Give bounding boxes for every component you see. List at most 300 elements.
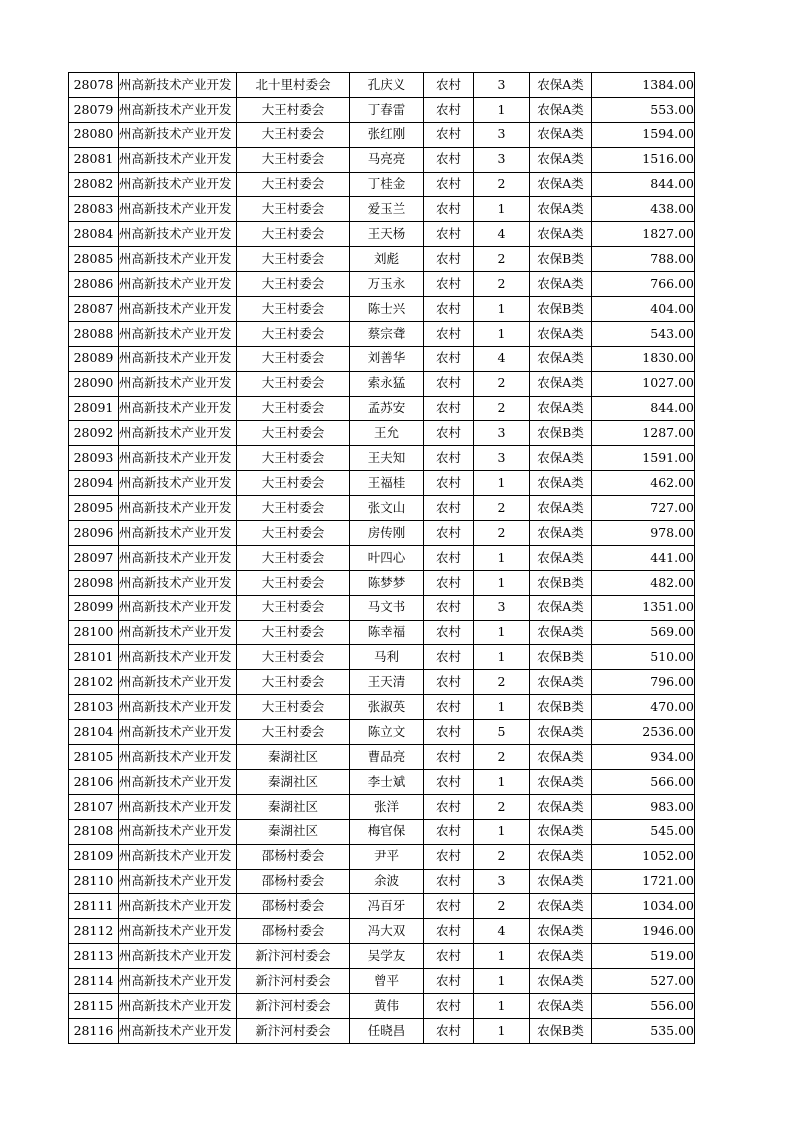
amount-cell: 1351.00: [592, 595, 695, 620]
amount-cell: 1287.00: [592, 421, 695, 446]
name-cell: 万玉永: [350, 272, 424, 297]
department-cell: 州高新技术产业开发: [119, 371, 237, 396]
area-type-cell: 农村: [424, 769, 474, 794]
row-id-cell: 28110: [69, 869, 119, 894]
area-type-cell: 农村: [424, 521, 474, 546]
table-row: [69, 894, 695, 919]
table-row: [69, 993, 695, 1018]
table-row: [69, 471, 695, 496]
category-cell: 农保A类: [530, 73, 592, 98]
row-id-cell: 28107: [69, 794, 119, 819]
amount-cell: 545.00: [592, 819, 695, 844]
table-row: [69, 1018, 695, 1043]
area-type-cell: 农村: [424, 894, 474, 919]
household-count-cell: 1: [474, 545, 530, 570]
name-cell: 曾平: [350, 969, 424, 994]
area-type-cell: 农村: [424, 670, 474, 695]
table-row: [69, 745, 695, 770]
row-id-cell: 28102: [69, 670, 119, 695]
category-cell: 农保A类: [530, 620, 592, 645]
area-type-cell: 农村: [424, 147, 474, 172]
area-type-cell: 农村: [424, 446, 474, 471]
category-cell: 农保A类: [530, 147, 592, 172]
area-type-cell: 农村: [424, 993, 474, 1018]
table-row: [69, 720, 695, 745]
row-id-cell: 28078: [69, 73, 119, 98]
amount-cell: 983.00: [592, 794, 695, 819]
name-cell: 爱玉兰: [350, 197, 424, 222]
name-cell: 叶四心: [350, 545, 424, 570]
table-row: [69, 769, 695, 794]
table-row: [69, 819, 695, 844]
household-count-cell: 3: [474, 147, 530, 172]
household-count-cell: 1: [474, 944, 530, 969]
area-type-cell: 农村: [424, 396, 474, 421]
amount-cell: 1594.00: [592, 122, 695, 147]
village-cell: 邵杨村委会: [237, 919, 350, 944]
department-cell: 州高新技术产业开发: [119, 396, 237, 421]
area-type-cell: 农村: [424, 545, 474, 570]
category-cell: 农保A类: [530, 172, 592, 197]
area-type-cell: 农村: [424, 720, 474, 745]
department-cell: 州高新技术产业开发: [119, 73, 237, 98]
household-count-cell: 1: [474, 471, 530, 496]
row-id-cell: 28092: [69, 421, 119, 446]
table-row: [69, 73, 695, 98]
area-type-cell: 农村: [424, 944, 474, 969]
household-count-cell: 4: [474, 346, 530, 371]
amount-cell: 1384.00: [592, 73, 695, 98]
category-cell: 农保A类: [530, 993, 592, 1018]
amount-cell: 441.00: [592, 545, 695, 570]
department-cell: 州高新技术产业开发: [119, 247, 237, 272]
row-id-cell: 28080: [69, 122, 119, 147]
name-cell: 房传刚: [350, 521, 424, 546]
village-cell: 大王村委会: [237, 670, 350, 695]
category-cell: 农保A类: [530, 745, 592, 770]
household-count-cell: 3: [474, 122, 530, 147]
department-cell: 州高新技术产业开发: [119, 844, 237, 869]
area-type-cell: 农村: [424, 919, 474, 944]
amount-cell: 934.00: [592, 745, 695, 770]
table-row: [69, 247, 695, 272]
village-cell: 新汴河村委会: [237, 993, 350, 1018]
household-count-cell: 1: [474, 570, 530, 595]
name-cell: 余波: [350, 869, 424, 894]
village-cell: 大王村委会: [237, 645, 350, 670]
name-cell: 索永猛: [350, 371, 424, 396]
household-count-cell: 1: [474, 197, 530, 222]
row-id-cell: 28084: [69, 222, 119, 247]
row-id-cell: 28090: [69, 371, 119, 396]
department-cell: 州高新技术产业开发: [119, 321, 237, 346]
village-cell: 大王村委会: [237, 720, 350, 745]
village-cell: 大王村委会: [237, 272, 350, 297]
amount-cell: 438.00: [592, 197, 695, 222]
area-type-cell: 农村: [424, 346, 474, 371]
department-cell: 州高新技术产业开发: [119, 695, 237, 720]
department-cell: 州高新技术产业开发: [119, 222, 237, 247]
category-cell: 农保A类: [530, 545, 592, 570]
amount-cell: 2536.00: [592, 720, 695, 745]
row-id-cell: 28104: [69, 720, 119, 745]
area-type-cell: 农村: [424, 645, 474, 670]
table-row: [69, 172, 695, 197]
category-cell: 农保A类: [530, 122, 592, 147]
row-id-cell: 28094: [69, 471, 119, 496]
village-cell: 秦湖社区: [237, 745, 350, 770]
household-count-cell: 1: [474, 645, 530, 670]
department-cell: 州高新技术产业开发: [119, 97, 237, 122]
amount-cell: 978.00: [592, 521, 695, 546]
row-id-cell: 28093: [69, 446, 119, 471]
household-count-cell: 5: [474, 720, 530, 745]
amount-cell: 1052.00: [592, 844, 695, 869]
table-row: [69, 297, 695, 322]
department-cell: 州高新技术产业开发: [119, 620, 237, 645]
department-cell: 州高新技术产业开发: [119, 794, 237, 819]
amount-cell: 519.00: [592, 944, 695, 969]
village-cell: 邵杨村委会: [237, 844, 350, 869]
village-cell: 新汴河村委会: [237, 1018, 350, 1043]
department-cell: 州高新技术产业开发: [119, 446, 237, 471]
category-cell: 农保A类: [530, 894, 592, 919]
amount-cell: 1830.00: [592, 346, 695, 371]
category-cell: 农保A类: [530, 446, 592, 471]
table-row: [69, 197, 695, 222]
area-type-cell: 农村: [424, 371, 474, 396]
department-cell: 州高新技术产业开发: [119, 894, 237, 919]
village-cell: 大王村委会: [237, 197, 350, 222]
area-type-cell: 农村: [424, 272, 474, 297]
village-cell: 大王村委会: [237, 97, 350, 122]
area-type-cell: 农村: [424, 620, 474, 645]
amount-cell: 796.00: [592, 670, 695, 695]
department-cell: 州高新技术产业开发: [119, 570, 237, 595]
household-count-cell: 2: [474, 172, 530, 197]
table-row: [69, 545, 695, 570]
category-cell: 农保A类: [530, 272, 592, 297]
household-count-cell: 1: [474, 620, 530, 645]
household-count-cell: 2: [474, 844, 530, 869]
row-id-cell: 28100: [69, 620, 119, 645]
row-id-cell: 28079: [69, 97, 119, 122]
row-id-cell: 28091: [69, 396, 119, 421]
name-cell: 张文山: [350, 496, 424, 521]
row-id-cell: 28089: [69, 346, 119, 371]
village-cell: 大王村委会: [237, 595, 350, 620]
amount-cell: 527.00: [592, 969, 695, 994]
name-cell: 马文书: [350, 595, 424, 620]
table-row: [69, 695, 695, 720]
row-id-cell: 28083: [69, 197, 119, 222]
department-cell: 州高新技术产业开发: [119, 521, 237, 546]
village-cell: 大王村委会: [237, 172, 350, 197]
amount-cell: 844.00: [592, 396, 695, 421]
category-cell: 农保B类: [530, 247, 592, 272]
name-cell: 马利: [350, 645, 424, 670]
household-count-cell: 1: [474, 97, 530, 122]
category-cell: 农保A类: [530, 944, 592, 969]
amount-cell: 1516.00: [592, 147, 695, 172]
table-row: [69, 969, 695, 994]
village-cell: 大王村委会: [237, 471, 350, 496]
amount-cell: 535.00: [592, 1018, 695, 1043]
table-row: [69, 944, 695, 969]
village-cell: 秦湖社区: [237, 794, 350, 819]
category-cell: 农保A类: [530, 346, 592, 371]
amount-cell: 1827.00: [592, 222, 695, 247]
table-row: [69, 446, 695, 471]
category-cell: 农保A类: [530, 222, 592, 247]
name-cell: 梅官保: [350, 819, 424, 844]
category-cell: 农保A类: [530, 819, 592, 844]
category-cell: 农保B类: [530, 297, 592, 322]
village-cell: 新汴河村委会: [237, 944, 350, 969]
table-row: [69, 272, 695, 297]
village-cell: 大王村委会: [237, 297, 350, 322]
area-type-cell: 农村: [424, 73, 474, 98]
table-row: [69, 620, 695, 645]
household-count-cell: 1: [474, 321, 530, 346]
amount-cell: 1721.00: [592, 869, 695, 894]
category-cell: 农保A类: [530, 371, 592, 396]
area-type-cell: 农村: [424, 794, 474, 819]
category-cell: 农保A类: [530, 521, 592, 546]
amount-cell: 766.00: [592, 272, 695, 297]
table-row: [69, 844, 695, 869]
table-row: [69, 521, 695, 546]
household-count-cell: 2: [474, 396, 530, 421]
household-count-cell: 1: [474, 819, 530, 844]
name-cell: 王天杨: [350, 222, 424, 247]
household-count-cell: 4: [474, 919, 530, 944]
amount-cell: 462.00: [592, 471, 695, 496]
department-cell: 州高新技术产业开发: [119, 471, 237, 496]
village-cell: 大王村委会: [237, 122, 350, 147]
village-cell: 新汴河村委会: [237, 969, 350, 994]
household-count-cell: 3: [474, 595, 530, 620]
household-count-cell: 1: [474, 969, 530, 994]
table-row: [69, 147, 695, 172]
category-cell: 农保A类: [530, 969, 592, 994]
category-cell: 农保A类: [530, 595, 592, 620]
category-cell: 农保B类: [530, 1018, 592, 1043]
row-id-cell: 28108: [69, 819, 119, 844]
category-cell: 农保A类: [530, 769, 592, 794]
area-type-cell: 农村: [424, 695, 474, 720]
row-id-cell: 28106: [69, 769, 119, 794]
row-id-cell: 28111: [69, 894, 119, 919]
amount-cell: 404.00: [592, 297, 695, 322]
household-count-cell: 2: [474, 371, 530, 396]
village-cell: 大王村委会: [237, 147, 350, 172]
name-cell: 黄伟: [350, 993, 424, 1018]
name-cell: 冯大双: [350, 919, 424, 944]
table-row: [69, 794, 695, 819]
household-count-cell: 1: [474, 1018, 530, 1043]
amount-cell: 553.00: [592, 97, 695, 122]
category-cell: 农保B类: [530, 421, 592, 446]
row-id-cell: 28116: [69, 1018, 119, 1043]
row-id-cell: 28101: [69, 645, 119, 670]
department-cell: 州高新技术产业开发: [119, 297, 237, 322]
department-cell: 州高新技术产业开发: [119, 720, 237, 745]
village-cell: 大王村委会: [237, 446, 350, 471]
row-id-cell: 28088: [69, 321, 119, 346]
household-count-cell: 3: [474, 446, 530, 471]
amount-cell: 470.00: [592, 695, 695, 720]
table-row: [69, 396, 695, 421]
name-cell: 王福桂: [350, 471, 424, 496]
department-cell: 州高新技术产业开发: [119, 421, 237, 446]
table-row: [69, 570, 695, 595]
data-table: [68, 72, 695, 1044]
village-cell: 秦湖社区: [237, 819, 350, 844]
department-cell: 州高新技术产业开发: [119, 993, 237, 1018]
village-cell: 秦湖社区: [237, 769, 350, 794]
department-cell: 州高新技术产业开发: [119, 545, 237, 570]
department-cell: 州高新技术产业开发: [119, 745, 237, 770]
household-count-cell: 2: [474, 496, 530, 521]
table-row: [69, 670, 695, 695]
name-cell: 王允: [350, 421, 424, 446]
row-id-cell: 28113: [69, 944, 119, 969]
department-cell: 州高新技术产业开发: [119, 769, 237, 794]
table-row: [69, 321, 695, 346]
table-row: [69, 869, 695, 894]
category-cell: 农保A类: [530, 471, 592, 496]
area-type-cell: 农村: [424, 97, 474, 122]
row-id-cell: 28112: [69, 919, 119, 944]
category-cell: 农保B类: [530, 570, 592, 595]
village-cell: 邵杨村委会: [237, 869, 350, 894]
name-cell: 冯百牙: [350, 894, 424, 919]
category-cell: 农保A类: [530, 919, 592, 944]
area-type-cell: 农村: [424, 247, 474, 272]
category-cell: 农保A类: [530, 844, 592, 869]
household-count-cell: 2: [474, 794, 530, 819]
name-cell: 张洋: [350, 794, 424, 819]
category-cell: 农保A类: [530, 670, 592, 695]
village-cell: 大王村委会: [237, 396, 350, 421]
department-cell: 州高新技术产业开发: [119, 272, 237, 297]
table-row: [69, 595, 695, 620]
name-cell: 张红刚: [350, 122, 424, 147]
department-cell: 州高新技术产业开发: [119, 969, 237, 994]
row-id-cell: 28096: [69, 521, 119, 546]
village-cell: 大王村委会: [237, 421, 350, 446]
category-cell: 农保B类: [530, 645, 592, 670]
row-id-cell: 28082: [69, 172, 119, 197]
name-cell: 孔庆义: [350, 73, 424, 98]
department-cell: 州高新技术产业开发: [119, 346, 237, 371]
table-row: [69, 346, 695, 371]
area-type-cell: 农村: [424, 844, 474, 869]
amount-cell: 788.00: [592, 247, 695, 272]
department-cell: 州高新技术产业开发: [119, 944, 237, 969]
table-row: [69, 222, 695, 247]
department-cell: 州高新技术产业开发: [119, 869, 237, 894]
table-row: [69, 421, 695, 446]
area-type-cell: 农村: [424, 969, 474, 994]
table-row: [69, 122, 695, 147]
category-cell: 农保A类: [530, 794, 592, 819]
village-cell: 大王村委会: [237, 496, 350, 521]
household-count-cell: 1: [474, 695, 530, 720]
row-id-cell: 28103: [69, 695, 119, 720]
department-cell: 州高新技术产业开发: [119, 172, 237, 197]
category-cell: 农保A类: [530, 496, 592, 521]
area-type-cell: 农村: [424, 222, 474, 247]
household-count-cell: 1: [474, 769, 530, 794]
area-type-cell: 农村: [424, 321, 474, 346]
table-row: [69, 645, 695, 670]
amount-cell: 844.00: [592, 172, 695, 197]
area-type-cell: 农村: [424, 421, 474, 446]
village-cell: 邵杨村委会: [237, 894, 350, 919]
amount-cell: 510.00: [592, 645, 695, 670]
amount-cell: 727.00: [592, 496, 695, 521]
category-cell: 农保B类: [530, 695, 592, 720]
department-cell: 州高新技术产业开发: [119, 122, 237, 147]
village-cell: 大王村委会: [237, 620, 350, 645]
name-cell: 陈幸福: [350, 620, 424, 645]
department-cell: 州高新技术产业开发: [119, 197, 237, 222]
category-cell: 农保A类: [530, 97, 592, 122]
table-row: [69, 496, 695, 521]
category-cell: 农保A类: [530, 321, 592, 346]
area-type-cell: 农村: [424, 570, 474, 595]
row-id-cell: 28115: [69, 993, 119, 1018]
area-type-cell: 农村: [424, 595, 474, 620]
table-row: [69, 97, 695, 122]
name-cell: 陈士兴: [350, 297, 424, 322]
name-cell: 陈梦梦: [350, 570, 424, 595]
area-type-cell: 农村: [424, 745, 474, 770]
department-cell: 州高新技术产业开发: [119, 147, 237, 172]
amount-cell: 1946.00: [592, 919, 695, 944]
name-cell: 丁桂金: [350, 172, 424, 197]
household-count-cell: 3: [474, 421, 530, 446]
name-cell: 李士斌: [350, 769, 424, 794]
name-cell: 曹品亮: [350, 745, 424, 770]
village-cell: 北十里村委会: [237, 73, 350, 98]
amount-cell: 1591.00: [592, 446, 695, 471]
row-id-cell: 28099: [69, 595, 119, 620]
row-id-cell: 28085: [69, 247, 119, 272]
amount-cell: 543.00: [592, 321, 695, 346]
area-type-cell: 农村: [424, 297, 474, 322]
table-row: [69, 371, 695, 396]
village-cell: 大王村委会: [237, 521, 350, 546]
amount-cell: 1034.00: [592, 894, 695, 919]
village-cell: 大王村委会: [237, 346, 350, 371]
village-cell: 大王村委会: [237, 695, 350, 720]
category-cell: 农保A类: [530, 197, 592, 222]
village-cell: 大王村委会: [237, 371, 350, 396]
department-cell: 州高新技术产业开发: [119, 645, 237, 670]
household-count-cell: 2: [474, 247, 530, 272]
amount-cell: 556.00: [592, 993, 695, 1018]
department-cell: 州高新技术产业开发: [119, 1018, 237, 1043]
row-id-cell: 28105: [69, 745, 119, 770]
household-count-cell: 2: [474, 670, 530, 695]
household-count-cell: 1: [474, 297, 530, 322]
area-type-cell: 农村: [424, 496, 474, 521]
household-count-cell: 2: [474, 272, 530, 297]
department-cell: 州高新技术产业开发: [119, 919, 237, 944]
